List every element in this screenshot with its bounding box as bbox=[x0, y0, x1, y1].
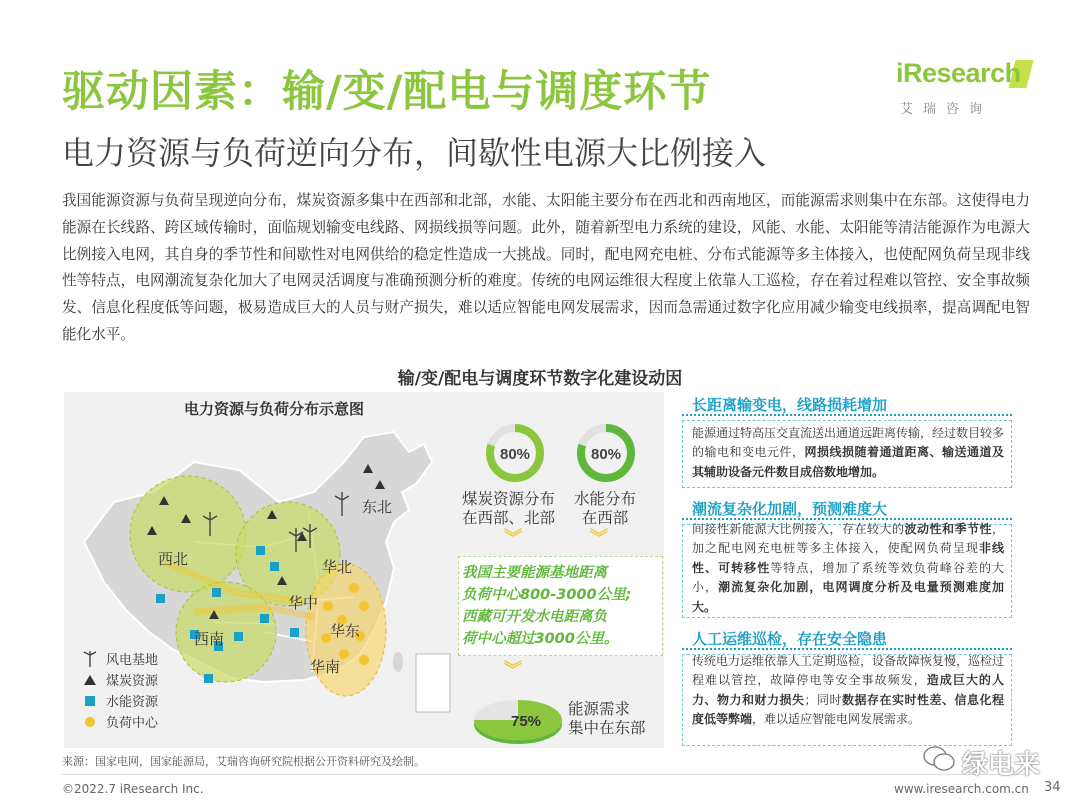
hydro-ring-chart bbox=[575, 422, 637, 484]
coal-ring-chart bbox=[484, 422, 546, 484]
chevron-down-icon: ︾ bbox=[590, 528, 608, 549]
body-text: ，难以适应智能电网发展需求。 bbox=[752, 712, 921, 727]
copyright: ©2022.7 iResearch Inc. bbox=[62, 782, 204, 796]
load-marker bbox=[339, 649, 349, 659]
highlight-line1: 我国主要能源基地距离 bbox=[462, 565, 607, 581]
website-link[interactable]: www.iresearch.com.cn bbox=[894, 782, 1029, 796]
page-subtitle: 电力资源与负荷逆向分布，间歇性电源大比例接入 bbox=[62, 134, 767, 172]
dot-icon bbox=[80, 714, 100, 730]
section1-rule bbox=[682, 414, 1012, 416]
region-label-south: 华南 bbox=[310, 658, 341, 676]
source-note: 来源：国家电网，国家能源局，艾瑞咨询研究院根据公开资料研究及绘制。 bbox=[62, 755, 425, 768]
square-icon bbox=[80, 693, 100, 709]
body-text: ；同时 bbox=[804, 692, 842, 707]
section3-text bbox=[692, 652, 1004, 730]
region-label-north: 华北 bbox=[322, 558, 353, 576]
section3-rule bbox=[682, 648, 1012, 650]
body-text: ，加之配电网充电桩等多主体接入，使配网负荷呈现 bbox=[692, 522, 1004, 556]
body-text: 传统电力运维依靠人工定期巡检，设备故障恢复慢，巡检过程难以管控，故障停电等安全事故频发， bbox=[692, 654, 1005, 688]
load-marker bbox=[323, 601, 333, 611]
coal-caption-line1: 煤炭资源分布 bbox=[462, 490, 556, 508]
emphasis-text: 潮流复杂化加剧，电网调度分析及电量预测难度加大。 bbox=[692, 580, 1004, 614]
hydro-caption-line2: 在西部 bbox=[581, 509, 629, 527]
legend-label-wind: 风电基地 bbox=[106, 653, 159, 668]
emphasis-text: 数据存在实时性差、信息化程度低等弊端 bbox=[692, 692, 1004, 727]
hydro-marker bbox=[212, 588, 221, 597]
logo-brand: iResearch bbox=[896, 58, 1021, 88]
region-label-northwest: 西北 bbox=[158, 550, 189, 568]
iresearch-logo bbox=[896, 58, 1026, 120]
hydro-marker bbox=[156, 594, 165, 603]
hydro-marker bbox=[204, 674, 213, 683]
intro-paragraph: 我国能源资源与负荷呈现逆向分布，煤炭资源多集中在西部和北部，水能、太阳能主要分布在西北和西南地区，而能源需求则集中在东部。这使得电力能源在长线路、跨区域传输时，面临规划输变电线路、网损线损等问题。此外，随着新型电力系统的建设，风能、水能、太阳能等清洁能源作为电源大比例接入电网，其自身的季节性和间歇性对电网供给的稳定性造成一大挑战。同时，配电网充电桩、分布式能源等多主体接入，也使配网负荷呈现非线性等特点，电网潮流复杂化加大了电网灵活调度与准确预测分析的难度。传统的电网运维很大程度上依靠人工巡检，存在着过程难以管控、安全事故频发、信息化程度低等问题，极易造成巨大的人员与财产损失，难以适应智能电网发展需求，因而急需通过数字化应用减少输变电线损率，提高调配电智能化水平。 bbox=[62, 192, 1030, 343]
coal-caption bbox=[462, 490, 555, 528]
legend-label-load: 负荷中心 bbox=[106, 716, 159, 731]
hydro-marker bbox=[234, 632, 243, 641]
highlight-text bbox=[462, 562, 662, 650]
hydro-marker bbox=[290, 628, 299, 637]
logo-sub: 艾瑞咨询 bbox=[900, 102, 993, 117]
map-title: 电力资源与负荷分布示意图 bbox=[183, 400, 364, 418]
footer-divider bbox=[62, 774, 1030, 775]
south-sea-inset bbox=[416, 654, 450, 712]
coal-caption-line2: 在西部、北部 bbox=[462, 509, 556, 527]
region-label-central: 华中 bbox=[288, 594, 319, 612]
emphasis-text: 非线性、可转移性 bbox=[692, 541, 1004, 575]
hydro-marker bbox=[260, 614, 269, 623]
legend-label-coal: 煤炭资源 bbox=[106, 674, 159, 689]
hydro-ring-label: 80% bbox=[590, 446, 622, 463]
demand-caption-line1: 能源需求 bbox=[568, 700, 631, 718]
hydro-marker bbox=[256, 546, 265, 555]
page-number: 34 bbox=[1044, 780, 1061, 795]
hydro-marker bbox=[270, 562, 279, 571]
legend-item-hydro bbox=[80, 690, 158, 711]
highlight-line3: 西藏可开发水电距离负 bbox=[462, 609, 607, 625]
body-text: 等特点，增加了系统等效负荷峰谷差的大小， bbox=[692, 560, 1004, 595]
body-text: 能源通过特高压交直流送出通道远距离传输，经过数目较多的输电和变电元件， bbox=[692, 426, 1005, 460]
hydro-caption bbox=[574, 490, 636, 528]
region-label-east: 华东 bbox=[330, 622, 361, 640]
emphasis-text: 网损线损随着通道距离、输送通道及其辅助设备元件数目成倍数地增加。 bbox=[692, 445, 1004, 479]
hydro-caption-line1: 水能分布 bbox=[574, 490, 637, 508]
section3-heading: 人工运维巡检，存在安全隐患 bbox=[692, 630, 888, 648]
legend-item-load bbox=[80, 711, 158, 732]
highlight-line2: 负荷中心800-3000公里; bbox=[462, 587, 632, 603]
section2-heading: 潮流复杂化加剧，预测难度大 bbox=[692, 500, 888, 518]
emphasis-text: 波动性和季节性 bbox=[904, 522, 992, 536]
wind-turbine-icon bbox=[80, 651, 100, 667]
map-legend bbox=[80, 648, 158, 732]
load-marker bbox=[359, 655, 369, 665]
section1-heading: 长距离输变电，线路损耗增加 bbox=[692, 396, 888, 414]
region-label-southwest: 西南 bbox=[194, 630, 225, 648]
chevron-down-icon: ︾ bbox=[504, 660, 522, 681]
demand-caption-line2: 集中在东部 bbox=[568, 719, 646, 737]
coal-ring-label: 80% bbox=[499, 446, 531, 463]
body-text: 间接性新能源大比例接入，存在较大的 bbox=[692, 522, 905, 536]
watermark-text: 绿电来 bbox=[962, 750, 1041, 780]
legend-item-wind bbox=[80, 648, 158, 669]
region-label-northeast: 东北 bbox=[362, 498, 393, 516]
demand-pie-label: 75% bbox=[510, 713, 542, 730]
highlight-line4: 荷中心超过3000公里。 bbox=[462, 631, 619, 647]
emphasis-text: 造成巨大的人力、物力和财力损失 bbox=[692, 673, 1004, 707]
section1-text bbox=[692, 424, 1004, 482]
legend-label-hydro: 水能资源 bbox=[106, 695, 159, 710]
chevron-down-icon: ︾ bbox=[504, 528, 522, 549]
demand-caption bbox=[568, 700, 646, 738]
wechat-icon bbox=[922, 745, 956, 773]
figure-title: 输/变/配电与调度环节数字化建设动因 bbox=[397, 369, 683, 389]
page-title: 驱动因素：输/变/配电与调度环节 bbox=[62, 67, 712, 117]
load-marker bbox=[359, 601, 369, 611]
load-marker bbox=[349, 583, 359, 593]
taiwan-shape bbox=[393, 652, 403, 672]
triangle-icon bbox=[80, 672, 100, 688]
section2-text bbox=[692, 520, 1004, 617]
demand-pie-chart bbox=[470, 692, 566, 748]
legend-item-coal bbox=[80, 669, 158, 690]
